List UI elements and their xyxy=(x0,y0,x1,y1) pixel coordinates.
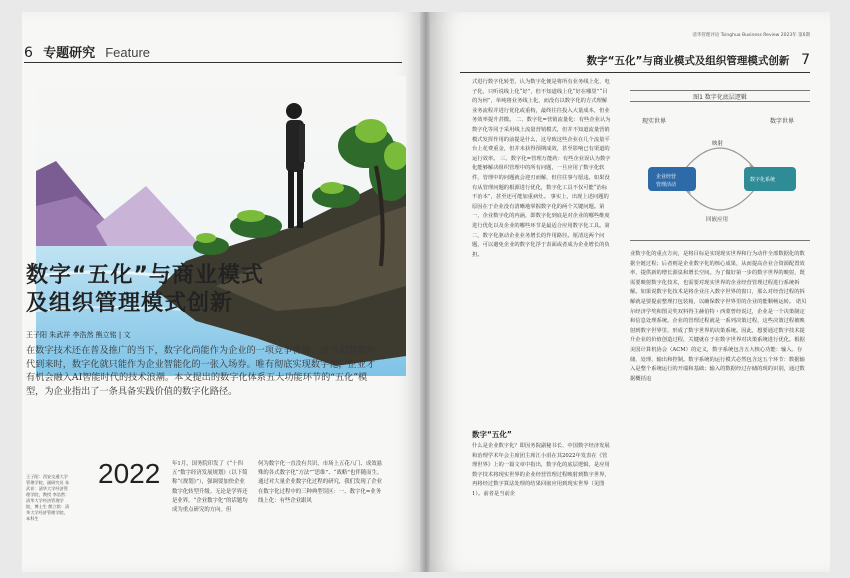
section-label-en: Feature xyxy=(105,45,151,60)
right-page xyxy=(430,12,830,572)
left-body-column-1: 年1月，国务院印发了《“十四五”数字经济发展规划》（以下简称“《规划》”），强调要加快企业数字化转型升级。无论是学界还是业界，“企业数字化”的话题均成为重点研究的方向。但 xyxy=(172,461,248,514)
header-rule xyxy=(24,62,402,63)
sub-heading: 数字“五化” xyxy=(472,430,512,439)
left-page-header xyxy=(24,42,150,61)
figure-top-rule xyxy=(630,90,810,91)
drop-year: 2022 xyxy=(98,458,161,489)
digital-system-box-label: 数字化系统 xyxy=(750,177,776,183)
right-body-column-1-bottom: 什么是企业数字化？即因务院副秘书长、中国数字经济发展和治理学术年会主席团主席江小涓在其2022年发表在《管理世界》上的一篇文章中指出，数字化的底层逻辑，是应用数字技术将现实世界的企业经营管理过程映射到数字世界，再将经过数字算法处理的结果回嵌应用到现实世界（见图1）。前者是当前企 xyxy=(472,443,610,497)
svg-text:管理活动: 管理活动 xyxy=(656,182,677,188)
embed-arrow-label: 回嵌应用 xyxy=(706,217,729,223)
title-line-2: 及组织管理模式创新 xyxy=(26,291,234,316)
left-page-number: 6 xyxy=(24,45,33,61)
author-affiliations: 王子阳：西安交通大学管理学院，副研究员 朱武祥：清华大学经济管理学院，教授 李浩然：清华大学经济管理学院，博士生 熊立铭：清华大学经济管理学院，本科生 xyxy=(26,474,70,521)
section-label: 专题研究 xyxy=(43,46,96,61)
enterprise-box-label: 企业经营 xyxy=(656,174,677,180)
figure-diagram xyxy=(630,107,810,237)
right-page-number: 7 xyxy=(801,52,810,68)
running-header: 数字“五化”与商业模式及组织管理模式创新 xyxy=(586,55,790,67)
right-body-column-2: 业数字化的重点方向，是将目标是实现现实世界和行为动作全部数据化的数据全链过程；后者则是企业数字化的核心成果，从而提高企业合资源配置效率，提供新的增长源泉和增长空间。为了做好第一步的数字世界的映射，既需要映射数字化技术，也需要对现实世界的企业经营管理过程进行系统拆解。如果说数字化技术是将企业注入数字世界的窗口，那么对经营过程的拆解就是要提前整理打包装箱，以确保数字世界里的企业的能顺畅运转。 诺贝尔经济学奖和图灵奖双料得主赫伯特・西蒙曾经说过，企业是一个决策制定和信息处理系统。企业的管理过程就是一系列决策过程，这些决策过程被映射到数字世界里，形成了数字世界的决策系统。因此，想要通过数字技术提升企业的价值创造过程，关键就在于在数字世界对决策系统进行优化。根据美国计算机协会（ACM）的定义，数字系统包含五大核心功能：输入、存储、处理、输出和控制。数字系统的运行模式必然包含这五个环节：数据输入是整个系统运行的开端和基础；输入的数据经过存储的现的识别，通过数据概括追 xyxy=(630,251,807,382)
article-title xyxy=(26,262,264,318)
left-body-column-2: 何为数字化一直没有共识，市场上五花八门、成效悬殊的各式数字化“方法”“思维”、“战略”也伴随而生。通过对大量企业数字化过程的研究，我们发现了企业在数字化过程中的三种典型误区：一、数字化=业务线上化：有些企业跟风 xyxy=(258,461,383,504)
magazine-spread xyxy=(22,12,830,572)
right-body-column-1-top: 式进行数字化转型，认为数字化便是将所有业务线上化、电子化，只听说线上化“好”，但不知道线上化“好在哪里”“目的为何”，单纯将业务线上化，而没有以数字化的方式理解业务流程并进行优化或重构，最终往往投入大量成本，但业务效率提升甚微。 二、数字化=营销流量化：有些企业认为数字化等同于采用线上流量营销模式，但并不知道流量营销模式发挥作用的前提是什么，这导致这些企业在几个流量平台上花费重金，但并未获得预期成效，甚至影响已有渠道的运行效率。 三、数字化=管理万能药：有些企业误认为数字化能够解决组织管理中的所有问题，一旦应用了数字化软件，管理中的问题就会迎刃而解，但往往事与愿违。如果没有从管理问题的根源进行优化，数字化工具不仅可能“治标不治本”，甚至还可能加重病灶。 事实上，出现上述问题的原因在于企业没有清晰地掌握数字化的两个关键问题。第一，企业数字化的内涵，即数字化到底是对企业的哪些维度进行优化以及企业的哪些环节是最适合应用数字化工具。第二，数字化驱动企业业务增长的作用路径。厘清这两个问题，可以避免企业的数字化浮于表面或者成为企业增长的负担。 xyxy=(472,79,611,258)
figure-title-rule xyxy=(630,101,810,102)
real-world-label: 现实世界 xyxy=(642,118,667,125)
figure-bottom-rule xyxy=(630,240,810,241)
left-page xyxy=(22,12,422,572)
journal-mini-header: 清华管理评论 Tsinghua Business Review 2023年 第6期 xyxy=(692,33,810,38)
header-rule xyxy=(460,72,810,73)
right-page-header xyxy=(587,52,810,68)
article-abstract: 在数字技术还在普及推广的当下，数字化尚能作为企业的一项竞争优势；而当AI智能时代到来时，数字化就只能作为企业智能化的一张入场券。唯有彻底实现数字化，企业才有机会融入AI智能时代的技术浪潮。本文提出的数字化体系五大功能环节的“五化”模型，为企业指出了一条具备实践价值的数字化路径。 xyxy=(26,345,377,397)
digital-world-label: 数字世界 xyxy=(770,118,795,125)
title-line-1: 数字“五化”与商业模式 xyxy=(26,263,264,288)
article-authors: 王子阳 朱武祥 李浩然 熊立铭 | 文 xyxy=(26,331,131,339)
figure-title: 图1 数字化底层逻辑 xyxy=(693,94,747,101)
map-arrow-label: 映射 xyxy=(712,141,724,147)
